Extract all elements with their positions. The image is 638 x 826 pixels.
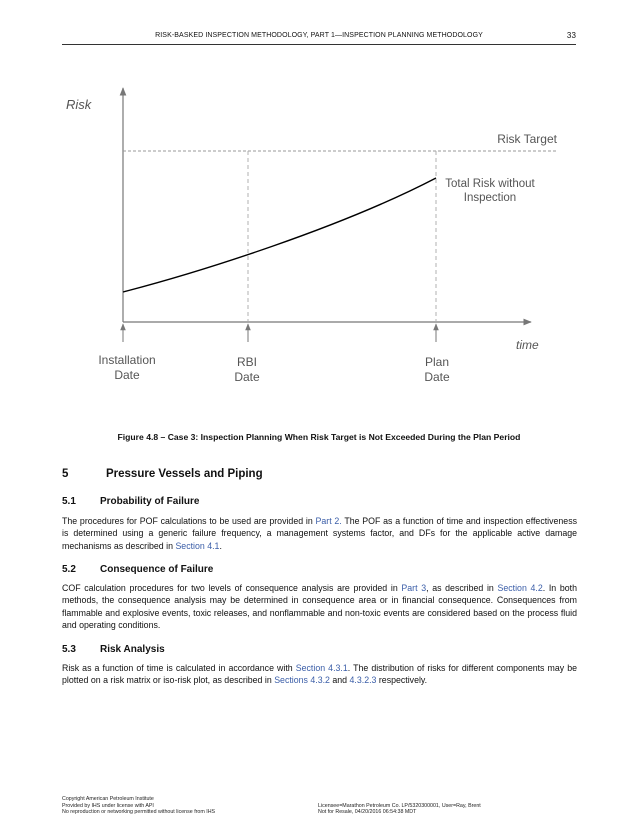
figure-caption: Figure 4.8 – Case 3: Inspection Planning When Risk Target is Not Exceeded During the Plan Period: [117, 432, 521, 442]
text-run: COF calculation procedures for two levels of consequence analysis are provided in: [62, 583, 402, 593]
text-run: The procedures for POF calculations to be used are provided in: [62, 516, 316, 526]
running-title: RISK-BASKED INSPECTION METHODOLOGY, PART 1—INSPECTION PLANNING METHODOLOGY: [155, 32, 483, 39]
section-number: 5.1: [62, 496, 76, 507]
text-run: .: [219, 540, 222, 551]
installation-date-label-line1: Installation: [98, 353, 156, 367]
text-run: The POF as a function of time and inspection effectiveness is determined using a generic failure frequency, a management systems factor, and DFs for the applicable active damage mechanisms as described in: [62, 516, 577, 551]
section-number: 5.2: [62, 564, 76, 575]
section-title: Pressure Vessels and Piping: [106, 468, 263, 480]
page-number: 33: [566, 31, 576, 40]
installation-date-label-line2: Date: [114, 368, 140, 382]
text-run: , as described in: [426, 583, 498, 593]
curve-label-line2: Inspection: [463, 192, 517, 204]
curve-label-line1: Total Risk without: [445, 178, 535, 190]
link-section-4-3-2-3[interactable]: 4.3.2.3: [349, 675, 377, 686]
text-run: . In both methods, the consequence analysis may be determined in consequence area or in financial consequence. Consequences from flammable and explosive events, toxic releases, and nonflammable and non-toxic events are considered based on the process fluid and operating conditions.: [62, 583, 577, 630]
footer-right: [318, 803, 481, 816]
rbi-date-label-line2: Date: [234, 370, 260, 384]
section-5-heading: [62, 468, 263, 480]
footer-left: [62, 796, 215, 816]
section-5-2-heading: [62, 564, 213, 575]
section-5-1-paragraph: [62, 515, 577, 552]
section-5-1-heading: [62, 496, 199, 507]
text-run: . The distribution of risks for different components may be plotted on a risk matrix or iso-risk plot, as described in: [62, 663, 577, 686]
section-title: Probability of Failure: [100, 496, 200, 507]
text-run: Risk as a function of time is calculated in accordance with: [62, 663, 296, 673]
plan-date-label-line1: Plan: [424, 355, 450, 369]
link-part-3[interactable]: Part 3: [401, 583, 427, 593]
section-title: Consequence of Failure: [100, 564, 214, 575]
y-axis-label: Risk: [66, 97, 92, 112]
text-run: and: [329, 675, 350, 686]
link-section-4-2[interactable]: Section 4.2: [497, 583, 543, 593]
section-5-3-paragraph: [62, 662, 577, 687]
footer-line: Not for Resale, 04/20/2016 06:54:38 MDT: [318, 809, 417, 815]
footer-line: Copyright American Petroleum Institute: [62, 796, 154, 802]
section-5-2-paragraph: [62, 582, 577, 631]
total-risk-curve: [123, 178, 436, 292]
section-5-3-heading: [62, 644, 165, 655]
x-axis-label: time: [516, 338, 539, 352]
footer-line: Provided by IHS under license with API: [62, 802, 154, 809]
footer-line: Licensee=Marathon Petroleum Co. LP/5320300001, User=Ray, Brent: [318, 802, 481, 809]
rbi-date-label-line1: RBI: [236, 355, 258, 369]
section-number: 5: [62, 468, 69, 480]
link-sections-4-3-2[interactable]: Sections 4.3.2: [274, 675, 330, 686]
text-run: respectively.: [376, 675, 428, 686]
plan-date-label-line2: Date: [424, 370, 450, 384]
link-section-4-3-1[interactable]: Section 4.3.1: [295, 663, 348, 673]
risk-target-label: Risk Target: [497, 132, 557, 146]
link-part-2[interactable]: Part 2.: [315, 516, 342, 526]
section-title: Risk Analysis: [100, 644, 165, 655]
section-number: 5.3: [62, 644, 76, 655]
link-section-4-1[interactable]: Section 4.1: [175, 540, 220, 551]
footer-line: No reproduction or networking permitted without license from IHS: [62, 809, 216, 815]
